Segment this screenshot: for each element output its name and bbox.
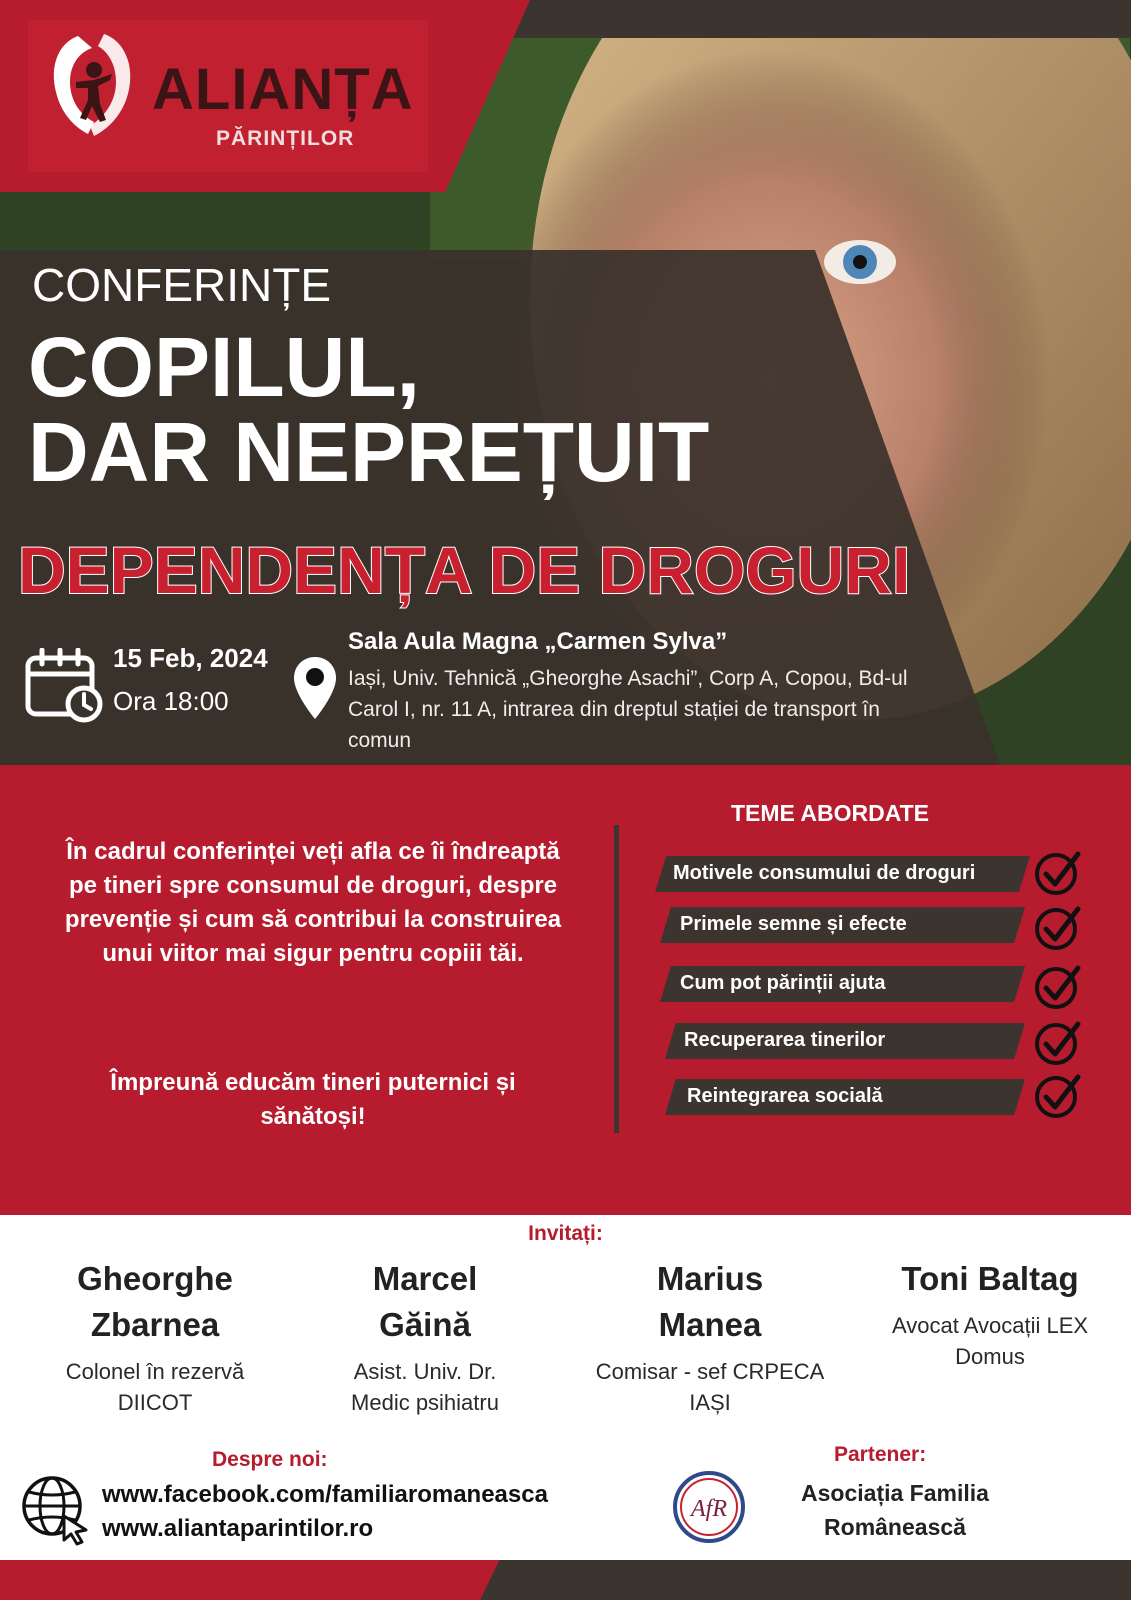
event-title-line-1: COPILUL,: [28, 320, 420, 414]
topic-item: Cum pot părinții ajuta: [680, 972, 886, 994]
guest-role: Colonel în rezervă DIICOT: [65, 1359, 245, 1415]
checkmark-icon: [1034, 850, 1082, 896]
guest-name: Gheorghe Zbarnea: [77, 1260, 233, 1343]
website-link[interactable]: www.aliantaparintilor.ro: [102, 1515, 374, 1542]
location-pin-icon: [292, 655, 338, 721]
venue-address: Iași, Univ. Tehnică „Gheorghe Asachi”, Corp A, Copou, Bd-ul Carol I, nr. 11 A, intrarea din dreptul stației de transport în comun: [348, 667, 908, 752]
partner-label: Partener:: [834, 1443, 927, 1466]
guest-card: [15, 1256, 295, 1418]
guests-label: Invitați:: [528, 1222, 603, 1245]
afr-logo-text: AfR: [691, 1496, 727, 1522]
topic-item: Recuperarea tinerilor: [684, 1029, 886, 1051]
alianta-logo-icon: [48, 30, 134, 140]
about-label: Despre noi:: [212, 1448, 328, 1471]
footer-dark-strip: [480, 1560, 1131, 1600]
partner-name: Asociația Familia Românească: [801, 1480, 989, 1540]
calendar-clock-icon: [24, 648, 106, 724]
event-subtitle: DEPENDENȚA DE DROGURI: [18, 533, 911, 607]
venue-name: Sala Aula Magna „Carmen Sylva”: [348, 628, 728, 655]
guest-card: [570, 1256, 850, 1418]
guest-role: Avocat Avocații LEX Domus: [891, 1313, 1089, 1369]
event-time: Ora 18:00: [113, 686, 229, 716]
globe-cursor-icon: [20, 1474, 92, 1546]
afr-partner-logo: [672, 1470, 746, 1544]
intro-text: În cadrul conferinței veți afla ce îi îndreaptă pe tineri spre consumul de droguri, despre prevenție și cum să contribui la construirea unui viitor mai sigur pentru copiii tăi.: [64, 838, 562, 967]
topic-item: Motivele consumului de droguri: [673, 862, 976, 884]
guest-card: [850, 1256, 1130, 1372]
section-divider: [614, 825, 619, 1133]
checkmark-icon: [1034, 905, 1082, 951]
topic-item: Reintegrarea socială: [687, 1085, 883, 1107]
guest-role: Comisar - sef CRPECA IAȘI: [595, 1359, 825, 1415]
facebook-link[interactable]: www.facebook.com/familiaromaneasca: [102, 1481, 548, 1508]
checkmark-icon: [1034, 1020, 1082, 1066]
checkmark-icon: [1034, 964, 1082, 1010]
guest-name: Toni Baltag: [901, 1260, 1079, 1297]
guest-card: [285, 1256, 565, 1418]
checkmark-icon: [1034, 1073, 1082, 1119]
topic-item: Primele semne și efecte: [680, 913, 907, 935]
footer-red-strip: [0, 1560, 500, 1600]
guest-role: Asist. Univ. Dr. Medic psihiatru: [351, 1359, 499, 1415]
event-date: 15 Feb, 2024: [113, 643, 268, 673]
event-title-line-2: DAR NEPREȚUIT: [28, 405, 710, 499]
guest-name: Marcel Găină: [372, 1260, 478, 1343]
logo-subtitle: PĂRINȚILOR: [216, 127, 355, 150]
event-type-label: CONFERINȚE: [32, 259, 331, 311]
logo-name: ALIANȚA: [152, 57, 414, 122]
guest-name: Marius Manea: [656, 1260, 764, 1343]
topics-heading: TEME ABORDATE: [730, 800, 930, 826]
slogan-text: Împreună educăm tineri puternici și sănătoși!: [110, 1069, 516, 1130]
